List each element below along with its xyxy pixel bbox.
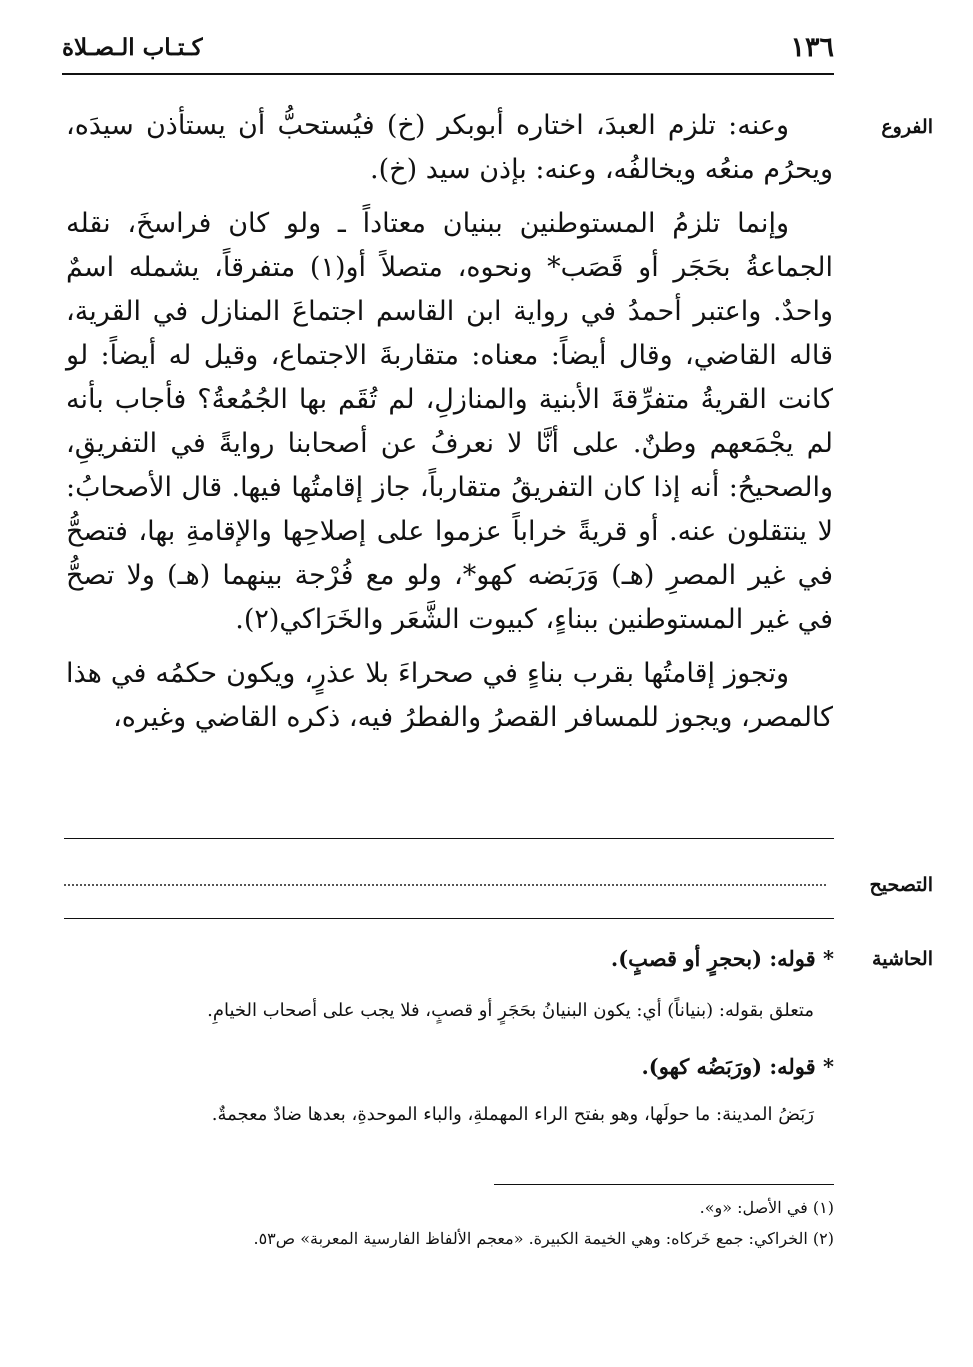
footnote-rule [494, 1184, 834, 1185]
section-divider [64, 918, 834, 919]
tashih-dotted-line [64, 884, 826, 886]
main-paragraph: وعنه: تلزم العبدَ، اختاره أبوبكر (خ) فيُستحبُّ أن يستأذن سيدَه، ويحرُم منعُه ويخالفُه، وعنه: بإذن سيد (خ). [66, 110, 833, 185]
hashiya-text: متعلق بقوله: (بنياناً) أي: يكون البنيانُ بحَجَرٍ أو قصبٍ، فلا يجب على أصحاب الخيامِ. [207, 1000, 814, 1021]
page-header [62, 32, 834, 66]
hashiya-heading: * قوله: (ورَبَضُه كهو). [641, 1054, 834, 1079]
hashiya-item [120, 1000, 834, 1021]
section-divider [64, 838, 834, 839]
hashiya-item [120, 946, 834, 971]
main-paragraph: وإنما تلزمُ المستوطنين ببنيان معتاداً ـ ولو كان فراسخَ، نقله الجماعةُ بحَجَر أو قَصَب* ونحوه، متصلاً أو(١) متفرقاً، يشمله اسمٌ واحدٌ. واعتبر أحمدُ في رواية ابن القاسم اجتماعَ المنازل في القرية، قاله القاضي، وقال أيضاً: معناه: متقاربةَ الاجتماع، وقيل له أيضاً: لو كانت القريةُ متفرِّقةَ الأبنية والمنازلِ، لم تُقَم بها الجُمُعةُ؟ فأجاب بأنه لم يجْمَعهم وطنٌ. على أنَّا لا نعرفُ عن أصحابنا روايةً في التفريقِ، والصحيحُ: أنه إذا كان التفريقُ متقارباً، جاز إقامتُها فيها. قال الأصحابُ: لا ينتقلون عنه. أو قريةً خراباً عزموا على إصلاحِها والإقامةِ بها، فتصحُّ في غير المصرِ (هـ) وَرَبَضه كهو*، ولو مع فُرْجة بينهما (هـ) ولا تصحُّ في غير المستوطنين ببناءٍ، كبيوت الشَّعَر والخَرَاكي(٢). [66, 208, 834, 635]
page-number: ١٣٦ [790, 32, 834, 63]
main-text [66, 104, 833, 750]
footnote: (٢) الخراكي: جمع خَركاه: وهي الخيمة الكبيرة. «معجم الألفاظ الفارسية المعربة» ص٥٣. [253, 1229, 834, 1248]
side-label-furu: الفروع [881, 116, 933, 138]
footnote: (١) في الأصل: «و». [699, 1198, 834, 1217]
book-title: كـتـاب الـصـلاة [62, 34, 203, 61]
hashiya-heading: * قوله: (بحجرٍ أو قصبٍ). [610, 946, 834, 971]
footnotes [180, 1198, 834, 1260]
hashiya-item [120, 1104, 834, 1125]
main-paragraph: وتجوز إقامتُها بقرب بناءٍ في صحراءَ بلا عذرٍ، ويكون حكمُه في هذا كالمصر، ويجوز للمسافر القصرُ والفطرُ فيه، ذكره القاضي وغيره، [66, 658, 833, 733]
hashiya-item [120, 1054, 834, 1079]
header-rule [62, 73, 834, 75]
hashiya-text: رَبَضُ المدينة: ما حولَها، وهو بفتح الراء المهملةِ، والباء الموحدةِ، بعدها ضادٌ معجمةٌ. [211, 1104, 814, 1125]
side-label-tashih: التصحيح [869, 874, 933, 896]
side-label-hashiya: الحاشية [872, 948, 933, 970]
